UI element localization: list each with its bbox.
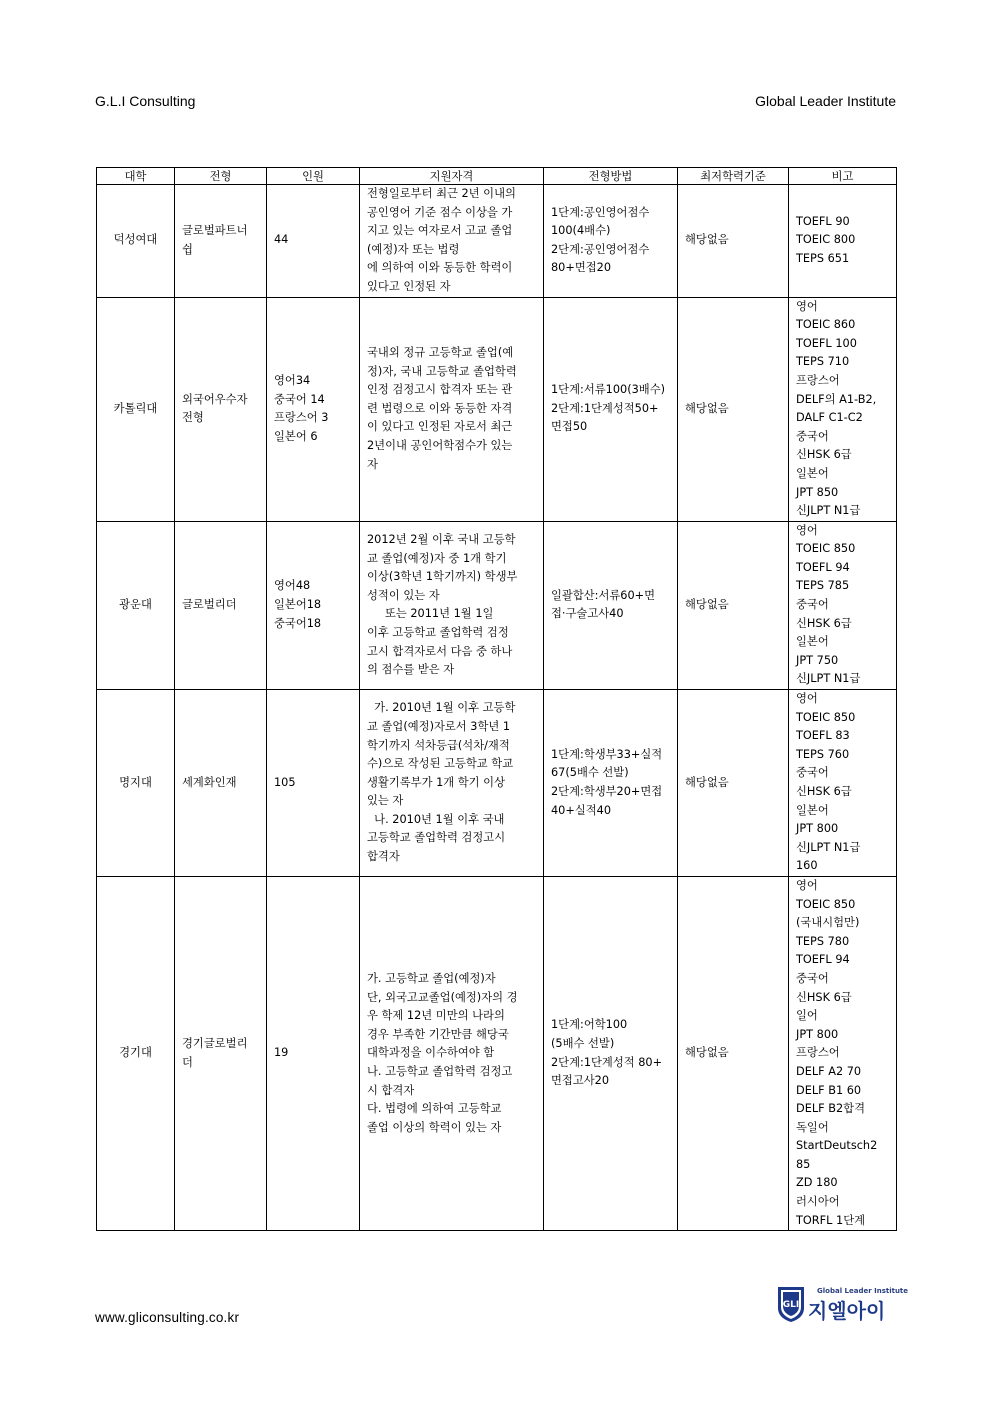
cell-quota-line: 프랑스어 3 [274,411,329,425]
cell-qualification-line: 교 졸업(예정)자로서 3학년 1 [367,719,511,733]
cell-notes-line: 러시아어 [796,1195,840,1209]
cell-quota-line: 영어48 [274,579,311,593]
cell-notes-line: 일본어 [796,635,829,649]
cell-notes-line: 일본어 [796,466,829,480]
cell-notes-line: 신HSK 6급 [796,616,852,630]
cell-notes-line: TOEFL 100 [796,336,857,350]
cell-notes-line: 프랑스어 [796,373,840,387]
cell-notes-line: 프랑스어 [796,1046,840,1060]
cell-method-line: 접·구술고사40 [551,607,624,621]
cell-qualification-line: 이후 고등학교 졸업학력 검정 [367,625,509,639]
cell-qualification-line: 나. 2010년 1월 이후 국내 [367,812,505,826]
cell-method-line: 2단계:공인영어점수 [551,242,650,256]
cell-notes-line: TEPS 785 [796,579,850,593]
cell-notes-line: (국내시험만) [796,916,860,930]
cell-qualification-line: 나. 고등학교 졸업학력 검정고 [367,1064,513,1078]
cell-method-line: 1단계:공인영어점수 [551,205,650,219]
cell-notes-line: TOEIC 850 [796,710,856,724]
cell-method [544,185,678,298]
cell-notes-line: TOEFL 83 [796,729,850,743]
cell-track [175,521,267,689]
cell-notes-line: 중국어 [796,598,829,612]
cell-notes-line: JPT 800 [796,822,839,836]
table-row [97,185,897,298]
cell-method [544,690,678,877]
cell-notes-line: TEPS 651 [796,252,850,266]
cell-notes [789,521,897,689]
cell-notes-line: DELF B2합격 [796,1102,865,1116]
table-row [97,690,897,877]
cell-minimum: 해당없음 [678,297,789,521]
cell-quota [267,690,360,877]
cell-qualification-line: 2년이내 공인어학점수가 있는 [367,439,513,453]
cell-qualification-line: 에 의하여 이와 동등한 학력이 [367,261,513,275]
logo-subtitle: Global Leader Institute [817,1287,909,1295]
cell-notes-line: 신HSK 6급 [796,785,852,798]
cell-notes-line: TOEFL 90 [796,214,850,228]
cell-method [544,297,678,521]
cell-qualification-line: 경우 부족한 기간만큼 해당국 [367,1027,509,1041]
cell-qualification-line: 국내외 정규 고등학교 졸업(예 [367,346,514,360]
cell-quota [267,185,360,298]
cell-method-line: 면접50 [551,420,588,434]
cell-qualification [360,297,544,521]
header-left: G.L.I Consulting [95,93,196,109]
cell-qualification-line: 고시 합격자로서 다음 중 하나 [367,644,513,658]
cell-quota-line: 중국어18 [274,616,322,630]
cell-method-line: 2단계:학생부20+면접 [551,785,663,798]
cell-quota-line: 일본어 6 [274,429,318,443]
table-header-row [97,168,897,185]
cell-method-line: 2단계:1단계성적50+ [551,401,659,415]
admission-table [96,167,897,1231]
cell-track-line: 전형 [182,411,204,425]
cell-track [175,185,267,298]
col-header-method: 전형방법 [544,168,678,185]
cell-qualification [360,876,544,1230]
cell-qualification-line: 이 있다고 인정된 자로서 최근 [367,420,513,434]
cell-notes [789,690,897,877]
cell-qualification-line: 정)자, 국내 고등학교 졸업학력 [367,364,517,378]
cell-notes-line: 중국어 [796,429,829,443]
cell-notes-line: 영어 [796,523,818,537]
cell-notes-line: DELF A2 70 [796,1064,862,1078]
cell-qualification [360,185,544,298]
cell-quota-line: 영어34 [274,373,311,387]
cell-notes-line: TORFL 1단계 [796,1213,866,1227]
cell-notes-line: TEPS 760 [796,747,850,761]
cell-minimum: 해당없음 [678,185,789,298]
cell-notes-line: 영어 [796,878,818,892]
col-header-track: 전형 [175,168,267,185]
cell-track-line: 쉽 [182,242,193,256]
cell-university: 명지대 [97,690,175,877]
cell-qualification-line: 학기까지 석차등급(석차/재적 [367,738,510,752]
cell-qualification [360,690,544,877]
cell-notes-line: ZD 180 [796,1176,838,1190]
cell-notes-line: JPT 850 [796,485,839,499]
cell-notes-line: 신JLPT N1급 [796,672,861,686]
cell-quota-line: 44 [274,233,289,247]
cell-university: 덕성여대 [97,185,175,298]
cell-notes-line: 85 [796,1157,811,1171]
cell-notes-line: 영어 [796,692,818,706]
cell-notes-line: 일어 [796,1009,818,1023]
cell-qualification-line: 시 합격자 [367,1083,415,1097]
cell-qualification-line: 있다고 인정된 자 [367,279,451,293]
cell-qualification-line: 련 법령으로 이와 동등한 자격 [367,401,513,415]
cell-notes-line: DELF의 A1-B2, [796,392,877,406]
cell-notes-line: 중국어 [796,766,829,780]
cell-method-line: 1단계:어학100 [551,1018,628,1032]
cell-qualification-line: 대학과정을 이수하여야 함 [367,1046,495,1060]
cell-notes-line: TOEIC 850 [796,542,856,556]
cell-quota [267,297,360,521]
cell-quota-line: 105 [274,775,296,789]
cell-notes-line: TOEFL 94 [796,953,850,967]
cell-track [175,297,267,521]
cell-notes-line: 신JLPT N1급 [796,840,861,854]
cell-quota-line: 일본어18 [274,598,322,612]
cell-notes [789,185,897,298]
cell-qualification-line: 단, 외국고교졸업(예정)자의 경 [367,990,518,1004]
cell-notes-line: TEPS 780 [796,934,850,948]
cell-track [175,690,267,877]
cell-qualification-line: 졸업 이상의 학력이 있는 자 [367,1120,502,1134]
cell-qualification-line: 다. 법령에 의하여 고등학교 [367,1102,502,1116]
cell-notes-line: 일본어 [796,803,829,817]
cell-track-line: 외국어우수자 [182,392,248,406]
cell-minimum: 해당없음 [678,521,789,689]
cell-method-line: 80+면접20 [551,261,612,275]
cell-qualification-line: 고등학교 졸업학력 검정고시 [367,831,506,845]
cell-qualification-line: 이상(3학년 1학기까지) 학생부 [367,570,518,584]
cell-qualification-line: 자 [367,457,378,471]
cell-notes-line: 신HSK 6급 [796,448,852,462]
cell-quota-line: 19 [274,1046,289,1060]
cell-qualification-line: 성적이 있는 자 [367,588,440,602]
cell-notes-line: TOEIC 800 [796,233,856,247]
cell-qualification-line: 2012년 2월 이후 국내 고등학 [367,532,516,546]
cell-qualification-line: 합격자 [367,850,400,864]
cell-track-line: 경기글로벌리 [182,1037,248,1051]
cell-method-line: 2단계:1단계성적 80+ [551,1055,663,1069]
cell-qualification-line: 인정 검정고시 합격자 또는 관 [367,383,513,397]
col-header-qualification: 지원자격 [360,168,544,185]
header-right: Global Leader Institute [755,93,896,109]
cell-method [544,521,678,689]
cell-notes-line: TOEIC 860 [796,318,856,332]
cell-method-line: 일괄합산:서류60+면 [551,588,656,602]
cell-notes-line: 독일어 [796,1120,829,1134]
cell-method-line: 1단계:서류100(3배수) [551,383,666,397]
cell-notes-line: TEPS 710 [796,355,850,369]
cell-method [544,876,678,1230]
cell-qualification [360,521,544,689]
cell-qualification-line: 지고 있는 여자로서 고교 졸업 [367,224,513,238]
cell-notes-line: 신JLPT N1급 [796,504,861,518]
cell-notes-line: 신HSK 6급 [796,990,852,1004]
cell-minimum: 해당없음 [678,876,789,1230]
cell-notes [789,297,897,521]
cell-notes-line: JPT 750 [796,653,839,667]
cell-quota [267,876,360,1230]
cell-university: 경기대 [97,876,175,1230]
cell-notes-line: JPT 800 [796,1027,839,1041]
col-header-quota: 인원 [267,168,360,185]
cell-notes-line: TOEIC 850 [796,897,856,911]
cell-method-line: 100(4배수) [551,224,611,238]
cell-quota-line: 중국어 14 [274,392,325,406]
cell-notes-line: 160 [796,859,818,873]
cell-qualification-line: (예정)자 또는 법령 [367,242,460,256]
col-header-notes: 비고 [789,168,897,185]
cell-qualification-line: 또는 2011년 1월 1일 [367,607,494,621]
cell-method-line: 40+실적40 [551,803,612,817]
cell-track-line: 세계화인재 [182,775,237,789]
cell-notes-line: 중국어 [796,971,829,985]
cell-qualification-line: 공인영어 기준 점수 이상을 가 [367,205,513,219]
cell-method-line: 면접고사20 [551,1074,610,1088]
cell-qualification-line: 우 학제 12년 미만의 나라의 [367,1009,505,1023]
cell-qualification-line: 가. 고등학교 졸업(예정)자 [367,971,496,985]
cell-notes-line: TOEFL 94 [796,560,850,574]
cell-notes-line: StartDeutsch2 [796,1139,878,1153]
cell-minimum: 해당없음 [678,690,789,877]
cell-qualification-line: 교 졸업(예정)자 중 1개 학기 [367,551,507,565]
cell-track-line: 더 [182,1055,193,1069]
cell-notes-line: DALF C1-C2 [796,411,863,425]
cell-quota [267,521,360,689]
footer-url: www.gliconsulting.co.kr [95,1310,240,1325]
cell-qualification-line: 가. 2010년 1월 이후 고등학 [367,701,516,715]
logo-badge-text: GLI [782,1300,800,1310]
cell-track-line: 글로벌파트너 [182,224,248,238]
cell-track-line: 글로벌리더 [182,598,237,612]
cell-method-line: (5배수 선발) [551,1037,615,1051]
table-row [97,521,897,689]
cell-university: 카톨릭대 [97,297,175,521]
cell-notes [789,876,897,1230]
cell-method-line: 1단계:학생부33+실적 [551,747,663,761]
table-row [97,297,897,521]
cell-notes-line: 영어 [796,299,818,313]
cell-qualification-line: 의 점수를 받은 자 [367,663,455,677]
cell-qualification-line: 생활기록부가 1개 학기 이상 [367,775,506,789]
cell-qualification-line: 전형일로부터 최근 2년 이내의 [367,187,516,200]
cell-method-line: 67(5배수 선발) [551,766,629,780]
col-header-minimum: 최저학력기준 [678,168,789,185]
cell-qualification-line: 수)으로 작성된 고등학교 학교 [367,757,514,771]
cell-track [175,876,267,1230]
table-row [97,876,897,1230]
cell-university: 광운대 [97,521,175,689]
cell-qualification-line: 있는 자 [367,794,404,808]
cell-notes-line: DELF B1 60 [796,1083,862,1097]
logo-name: 지엘아이 [808,1299,886,1323]
col-header-university: 대학 [97,168,175,185]
